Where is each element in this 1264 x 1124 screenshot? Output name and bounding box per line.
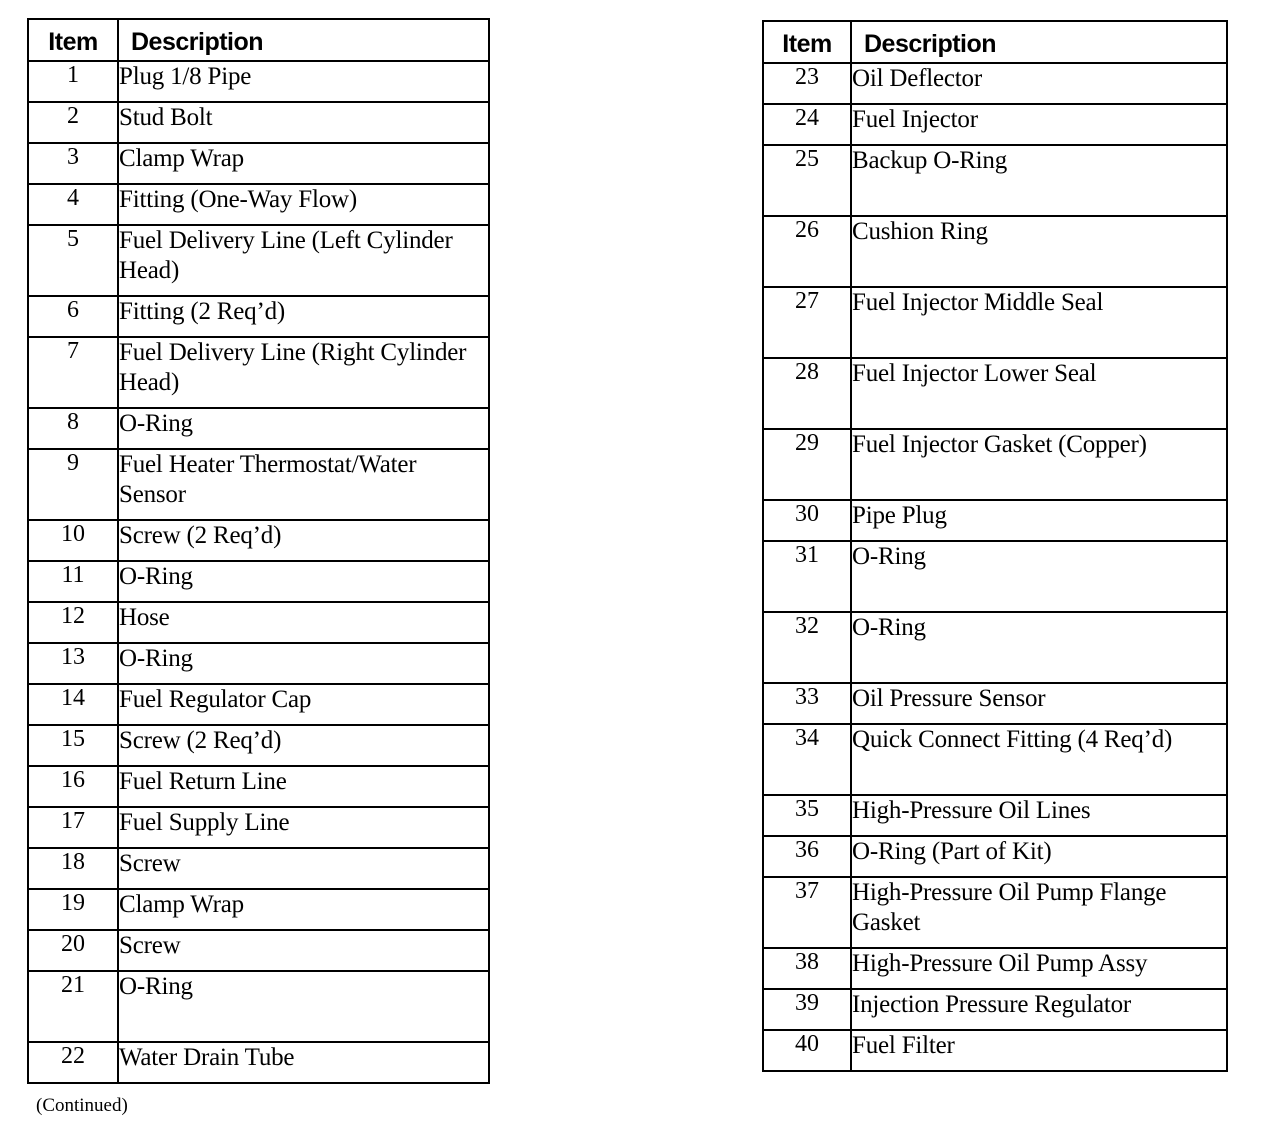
- table-row: [28, 807, 489, 848]
- item-description: Stud Bolt: [118, 102, 489, 143]
- item-number: 40: [763, 1030, 851, 1071]
- item-description: Screw: [118, 930, 489, 971]
- item-number: 32: [763, 612, 851, 683]
- item-description: Quick Connect Fitting (4 Req’d): [851, 724, 1227, 795]
- item-number: 37: [763, 877, 851, 948]
- item-number: 14: [28, 684, 118, 725]
- item-column-header: Item: [28, 19, 118, 61]
- item-description: Fuel Heater Thermostat/Water Sensor: [118, 449, 489, 520]
- table-row: [763, 989, 1227, 1030]
- item-number: 39: [763, 989, 851, 1030]
- table-row: [28, 143, 489, 184]
- item-number: 28: [763, 358, 851, 429]
- item-description: Screw (2 Req’d): [118, 725, 489, 766]
- item-description: O-Ring: [851, 612, 1227, 683]
- item-number: 23: [763, 63, 851, 104]
- table-row: [763, 612, 1227, 683]
- table-row: [28, 102, 489, 143]
- item-number: 33: [763, 683, 851, 724]
- item-number: 26: [763, 216, 851, 287]
- item-description: High-Pressure Oil Lines: [851, 795, 1227, 836]
- table-row: [28, 684, 489, 725]
- parts-table-left: [27, 18, 490, 1084]
- item-number: 29: [763, 429, 851, 500]
- item-number: 1: [28, 61, 118, 102]
- table-row: [28, 408, 489, 449]
- description-column-header: Description: [851, 21, 1227, 63]
- item-number: 16: [28, 766, 118, 807]
- item-number: 10: [28, 520, 118, 561]
- item-description: Fuel Supply Line: [118, 807, 489, 848]
- item-description: Fuel Injector Middle Seal: [851, 287, 1227, 358]
- table-row: [28, 602, 489, 643]
- item-number: 9: [28, 449, 118, 520]
- table-row: [28, 296, 489, 337]
- table-row: [763, 145, 1227, 216]
- item-description: Water Drain Tube: [118, 1042, 489, 1083]
- table-row: [28, 520, 489, 561]
- table-row: [28, 561, 489, 602]
- parts-table-right: [762, 20, 1228, 1072]
- item-description: Clamp Wrap: [118, 143, 489, 184]
- item-description: Fuel Delivery Line (Right Cylinder Head): [118, 337, 489, 408]
- table-row: [28, 889, 489, 930]
- item-description: O-Ring: [118, 408, 489, 449]
- table-row: [763, 948, 1227, 989]
- item-description: Screw (2 Req’d): [118, 520, 489, 561]
- item-description: O-Ring: [118, 561, 489, 602]
- item-number: 13: [28, 643, 118, 684]
- item-number: 15: [28, 725, 118, 766]
- item-description: Fitting (One-Way Flow): [118, 184, 489, 225]
- item-number: 21: [28, 971, 118, 1042]
- item-description: High-Pressure Oil Pump Flange Gasket: [851, 877, 1227, 948]
- table-row: [763, 683, 1227, 724]
- item-description: Oil Deflector: [851, 63, 1227, 104]
- item-description: Pipe Plug: [851, 500, 1227, 541]
- item-description: Hose: [118, 602, 489, 643]
- item-description: Fuel Injector: [851, 104, 1227, 145]
- table-row: [28, 337, 489, 408]
- table-row: [763, 1030, 1227, 1071]
- item-description: O-Ring: [851, 541, 1227, 612]
- item-number: 17: [28, 807, 118, 848]
- description-column-header: Description: [118, 19, 489, 61]
- item-number: 2: [28, 102, 118, 143]
- table-row: [28, 643, 489, 684]
- item-description: Injection Pressure Regulator: [851, 989, 1227, 1030]
- table-row: [28, 766, 489, 807]
- item-number: 35: [763, 795, 851, 836]
- table-header-row: [28, 19, 489, 61]
- continued-note: (Continued): [36, 1095, 128, 1116]
- item-number: 30: [763, 500, 851, 541]
- item-number: 12: [28, 602, 118, 643]
- item-description: Plug 1/8 Pipe: [118, 61, 489, 102]
- item-number: 31: [763, 541, 851, 612]
- item-description: O-Ring (Part of Kit): [851, 836, 1227, 877]
- item-description: Fitting (2 Req’d): [118, 296, 489, 337]
- item-number: 11: [28, 561, 118, 602]
- item-number: 24: [763, 104, 851, 145]
- item-number: 38: [763, 948, 851, 989]
- item-number: 27: [763, 287, 851, 358]
- item-description: Cushion Ring: [851, 216, 1227, 287]
- item-description: Fuel Return Line: [118, 766, 489, 807]
- table-row: [28, 971, 489, 1042]
- table-row: [763, 836, 1227, 877]
- item-description: Fuel Filter: [851, 1030, 1227, 1071]
- item-number: 4: [28, 184, 118, 225]
- item-number: 19: [28, 889, 118, 930]
- item-description: O-Ring: [118, 971, 489, 1042]
- item-number: 6: [28, 296, 118, 337]
- item-column-header: Item: [763, 21, 851, 63]
- table-header-row: [763, 21, 1227, 63]
- item-description: Fuel Delivery Line (Left Cylinder Head): [118, 225, 489, 296]
- item-description: High-Pressure Oil Pump Assy: [851, 948, 1227, 989]
- item-description: Screw: [118, 848, 489, 889]
- item-description: Clamp Wrap: [118, 889, 489, 930]
- table-row: [763, 724, 1227, 795]
- table-row: [763, 429, 1227, 500]
- parts-table-left-body: [28, 61, 489, 1083]
- item-number: 18: [28, 848, 118, 889]
- table-row: [28, 225, 489, 296]
- table-row: [763, 104, 1227, 145]
- table-row: [763, 287, 1227, 358]
- item-description: Fuel Regulator Cap: [118, 684, 489, 725]
- item-number: 36: [763, 836, 851, 877]
- table-row: [763, 216, 1227, 287]
- item-number: 22: [28, 1042, 118, 1083]
- item-number: 8: [28, 408, 118, 449]
- table-row: [28, 725, 489, 766]
- table-row: [28, 1042, 489, 1083]
- item-number: 3: [28, 143, 118, 184]
- table-row: [763, 541, 1227, 612]
- parts-table-right-body: [763, 63, 1227, 1071]
- item-description: Fuel Injector Gasket (Copper): [851, 429, 1227, 500]
- table-row: [28, 848, 489, 889]
- table-row: [763, 500, 1227, 541]
- table-row: [763, 877, 1227, 948]
- table-row: [28, 930, 489, 971]
- item-description: Oil Pressure Sensor: [851, 683, 1227, 724]
- item-number: 20: [28, 930, 118, 971]
- item-description: O-Ring: [118, 643, 489, 684]
- table-row: [763, 358, 1227, 429]
- item-description: Fuel Injector Lower Seal: [851, 358, 1227, 429]
- table-row: [28, 184, 489, 225]
- table-row: [763, 795, 1227, 836]
- item-number: 34: [763, 724, 851, 795]
- item-number: 7: [28, 337, 118, 408]
- table-row: [763, 63, 1227, 104]
- item-number: 5: [28, 225, 118, 296]
- table-row: [28, 61, 489, 102]
- item-number: 25: [763, 145, 851, 216]
- table-row: [28, 449, 489, 520]
- item-description: Backup O-Ring: [851, 145, 1227, 216]
